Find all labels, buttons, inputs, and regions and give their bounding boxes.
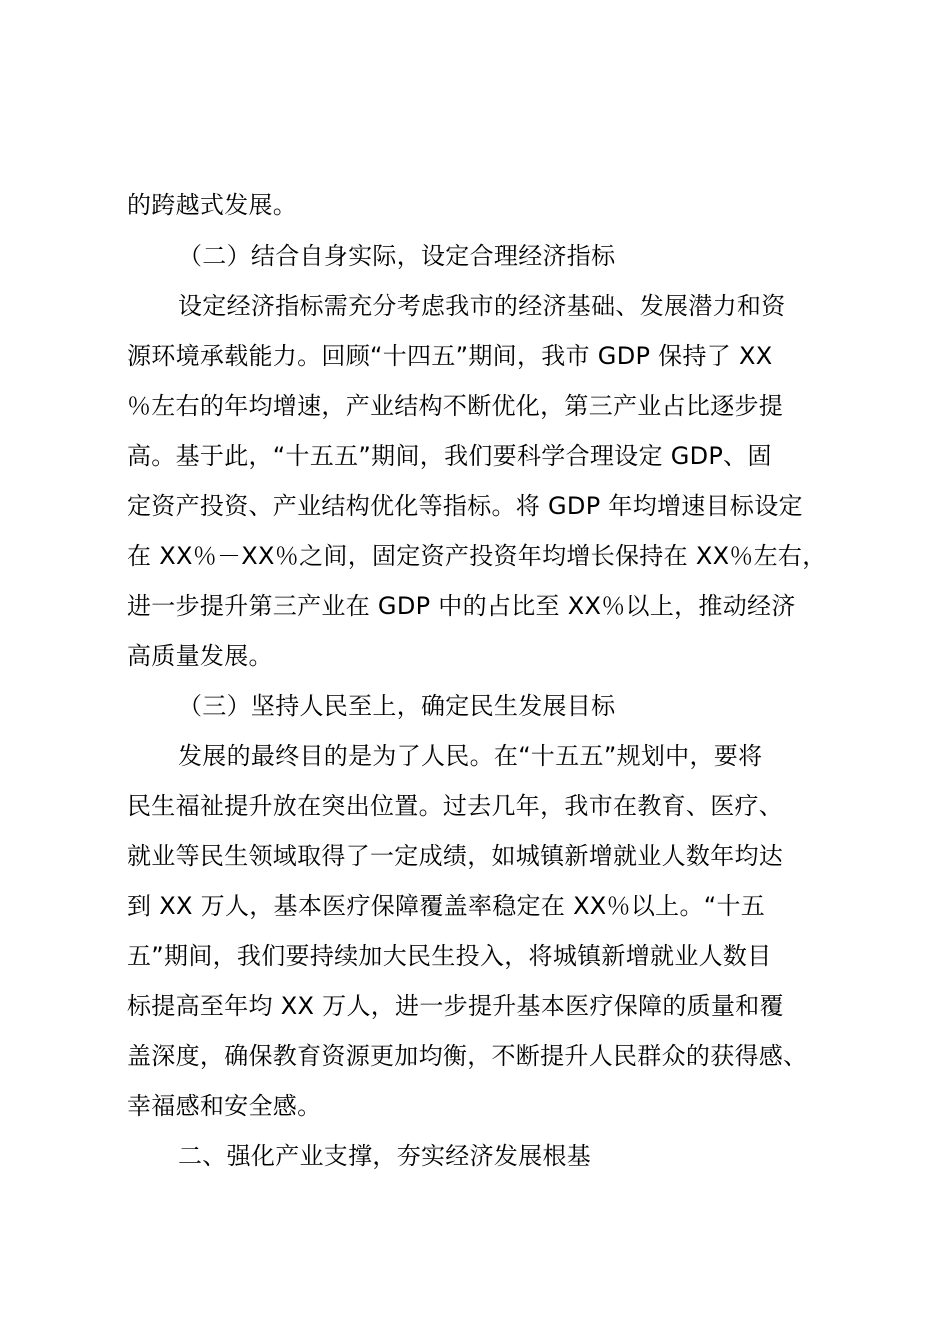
paragraph-line: 进一步提升第三产业在 GDP 中的占比至 XX％以上，推动经济 [127,592,796,620]
paragraph-line: 高。基于此，“十五五”期间，我们要科学合理设定 GDP、固 [127,442,772,470]
paragraph-line: 标提高至年均 XX 万人，进一步提升基本医疗保障的质量和覆 [127,992,784,1020]
subheading-3: （三）坚持人民至上，确定民生发展目标 [178,692,616,720]
subheading-2: （二）结合自身实际，设定合理经济指标 [178,242,616,270]
section-heading: 二、强化产业支撑，夯实经济发展根基 [178,1142,592,1170]
paragraph-line: 源环境承载能力。回顾“十四五”期间，我市 GDP 保持了 XX [127,342,773,370]
paragraph-line: 设定经济指标需充分考虑我市的经济基础、发展潜力和资 [178,292,786,320]
paragraph-line: 民生福祉提升放在突出位置。过去几年，我市在教育、医疗、 [127,792,784,820]
paragraph-line: 五”期间，我们要持续加大民生投入，将城镇新增就业人数目 [127,942,772,970]
paragraph-line: 就业等民生领域取得了一定成绩，如城镇新增就业人数年均达 [127,842,784,870]
paragraph-line: 在 XX％－XX％之间，固定资产投资年均增长保持在 XX％左右， [127,542,827,570]
paragraph-line: 幸福感和安全感。 [127,1092,322,1120]
paragraph-line: 到 XX 万人，基本医疗保障覆盖率稳定在 XX％以上。“十五 [127,892,766,920]
paragraph-line: 的跨越式发展。 [127,191,298,219]
paragraph-line: 定资产投资、产业结构优化等指标。将 GDP 年均增速目标设定 [127,492,803,520]
paragraph-line: ％左右的年均增速，产业结构不断优化，第三产业占比逐步提 [127,392,784,420]
paragraph-line: 发展的最终目的是为了人民。在“十五五”规划中，要将 [178,742,763,770]
paragraph-line: 高质量发展。 [127,642,273,670]
paragraph-line: 盖深度，确保教育资源更加均衡，不断提升人民群众的获得感、 [127,1042,808,1070]
